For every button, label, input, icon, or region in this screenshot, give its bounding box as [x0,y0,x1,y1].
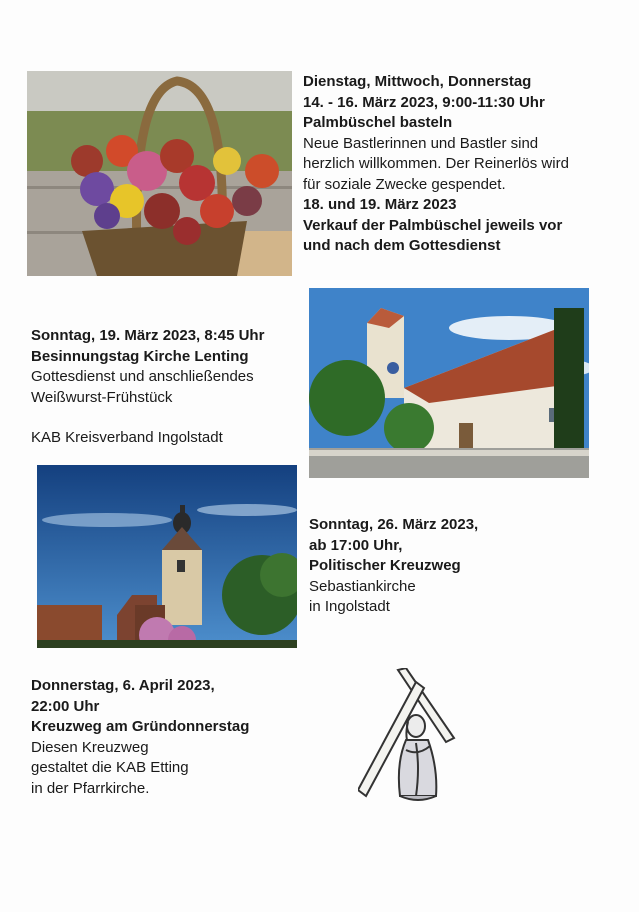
event4-title: Kreuzweg am Gründonnerstag [31,718,250,735]
event1-sale-date: 18. und 19. März 2023 [303,196,457,213]
event2-text-line2: Weißwurst-Frühstück [31,388,173,406]
event3-text [309,515,609,618]
event2-title: Besinnungstag Kirche Lenting [31,347,249,365]
event1-text [303,72,633,257]
event1-text-line2: herzlich willkommen. Der Reinerlös wird [303,155,569,172]
event4-date: Donnerstag, 6. April 2023, [31,677,215,694]
event4-time: 22:00 Uhr [31,697,100,715]
event3-title: Politischer Kreuzweg [309,557,461,574]
event1-text-line3: für soziale Zwecke gespendet. [303,175,506,193]
event3-place-line2: in Ingolstadt [309,598,390,615]
event1-days: Dienstag, Mittwoch, Donnerstag [303,73,532,90]
event1-sale-line2: und nach dem Gottesdienst [303,237,501,254]
church-tower-photo [37,465,297,648]
event3-time: ab 17:00 Uhr, [309,536,403,554]
event4-text-line2: gestaltet die KAB Etting [31,759,189,776]
event3-place-line1: Sebastiankirche [309,577,416,595]
flower-basket-photo [27,71,292,276]
event4-text-line3: in der Pfarrkirche. [31,779,150,797]
cross-bearer-drawing [358,668,458,808]
event3-date: Sonntag, 26. März 2023, [309,516,479,533]
event2-text-line1: Gottesdienst und anschließendes [31,368,254,385]
event2-text [31,326,309,449]
event1-sale-line1: Verkauf der Palmbüschel jeweils vor [303,216,563,234]
event1-dates: 14. - 16. März 2023, 9:00-11:30 Uhr [303,93,545,111]
event4-text [31,676,331,799]
event1-title: Palmbüschel basteln [303,114,453,131]
event4-text-line1: Diesen Kreuzweg [31,738,149,756]
church-lenting-photo [309,288,589,478]
event2-organizer: KAB Kreisverband Ingolstadt [31,429,223,446]
event2-date: Sonntag, 19. März 2023, 8:45 Uhr [31,327,265,344]
event1-text-line1: Neue Bastlerinnen und Bastler sind [303,134,539,152]
